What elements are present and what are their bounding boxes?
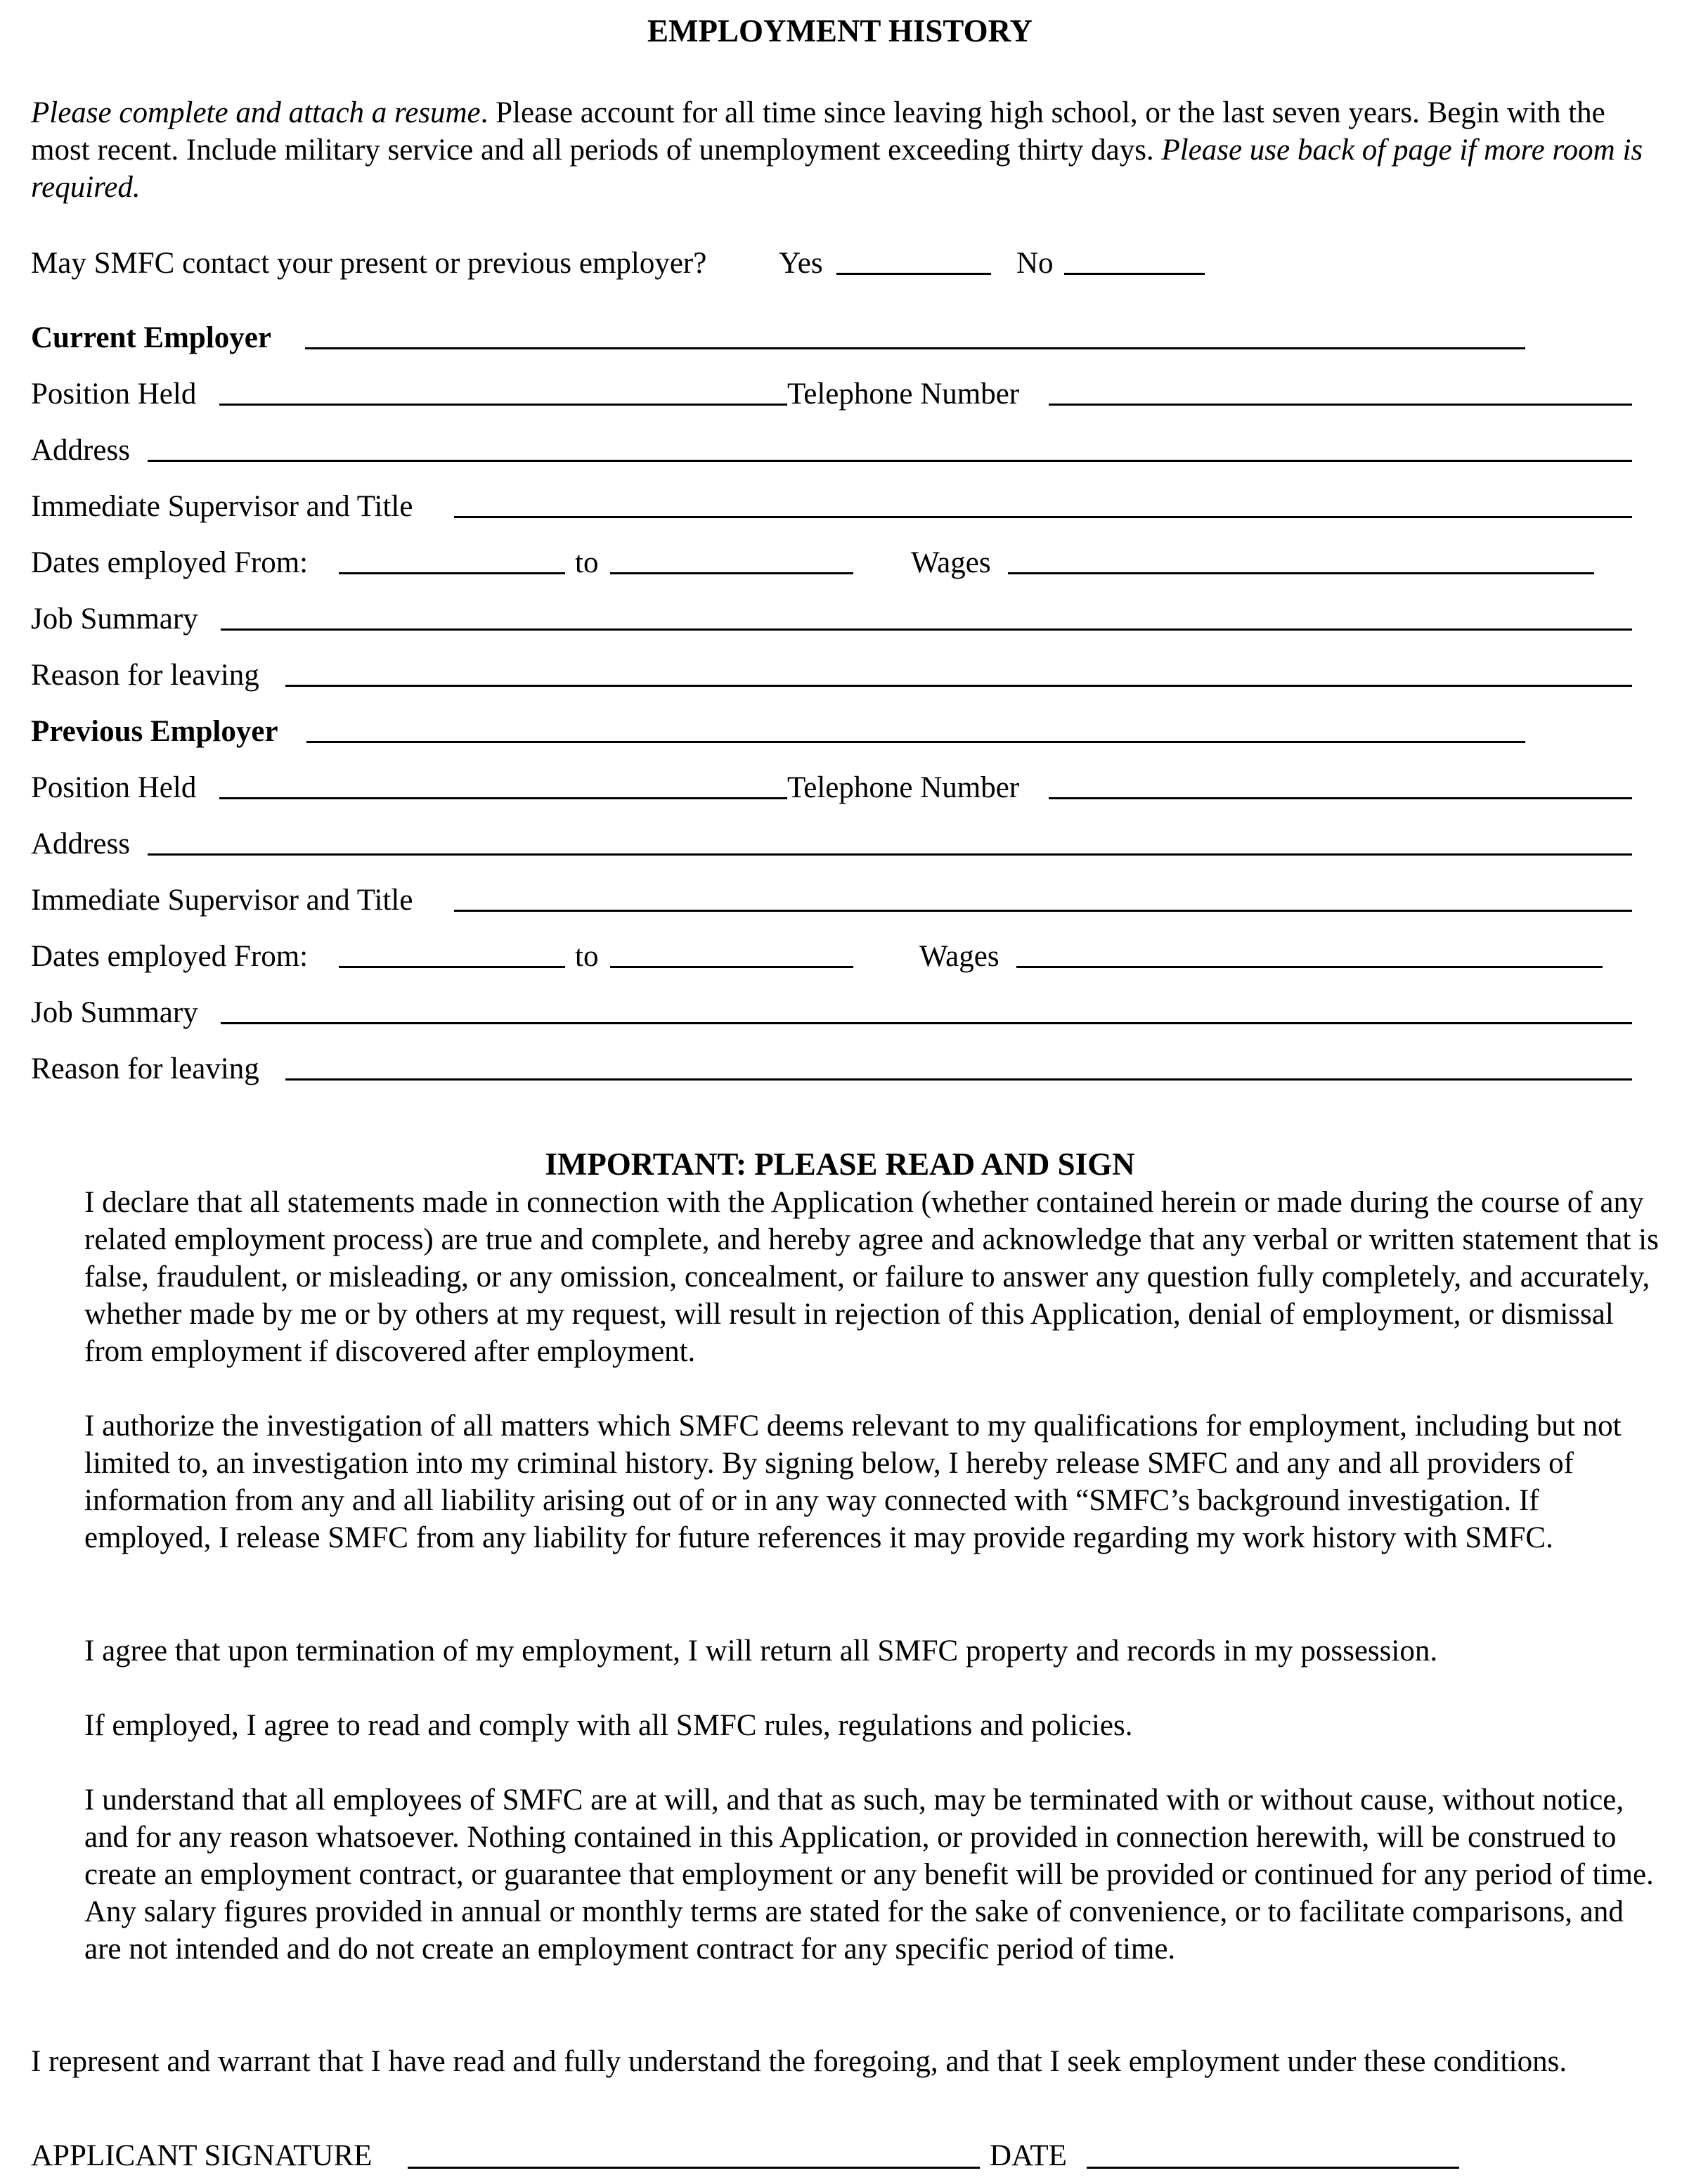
- previous-dates-to-field[interactable]: [610, 966, 853, 968]
- contact-no-label: No: [1016, 247, 1054, 280]
- current-telephone-label: Telephone Number: [787, 378, 1020, 411]
- intro-italic-1: Please complete and attach a resume: [31, 96, 481, 129]
- current-summary-label: Job Summary: [31, 602, 198, 636]
- contact-yes-field[interactable]: [836, 273, 991, 275]
- current-reason-field[interactable]: [285, 685, 1632, 687]
- current-summary-field[interactable]: [221, 628, 1632, 631]
- declaration-paragraph: I declare that all statements made in connection with the Application (whether contained herein or made during the course of any related employment process) are true and complete, and hereby agree and acknowledge that any verbal or written statement that is false, fraudulent, or misleading, or any omission, concealment, or failure to answer any question fully completely, and accurately, whether made by me or by others at my request, will result in rejection of this Application, denial of employment, or dismissal from employment if discovered after employment.: [84, 1186, 1659, 1368]
- intro-italic-2: Please use back of page if more room is required.: [31, 134, 1643, 204]
- previous-employer-label: Previous Employer: [31, 715, 278, 748]
- applicant-signature-field[interactable]: [408, 2167, 980, 2169]
- current-address-field[interactable]: [148, 460, 1632, 462]
- date-field[interactable]: [1087, 2167, 1459, 2169]
- contact-no-field[interactable]: [1064, 273, 1205, 275]
- current-address-label: Address: [31, 434, 130, 467]
- return-property-paragraph: I agree that upon termination of my employment, I will return all SMFC property and records in my possession.: [84, 1634, 1438, 1668]
- current-dates-from-field[interactable]: [339, 572, 565, 574]
- current-position-label: Position Held: [31, 378, 197, 411]
- previous-supervisor-field[interactable]: [454, 910, 1632, 912]
- previous-dates-from-field[interactable]: [339, 966, 565, 968]
- important-heading: IMPORTANT: PLEASE READ AND SIGN: [545, 1147, 1135, 1182]
- at-will-paragraph: I understand that all employees of SMFC are at will, and that as such, may be terminated with or without cause, without notice, and for any reason whatsoever. Nothing contained in this Application, or provided in connection herewith, will be construed to create an employment contract, or guarantee that employment or any benefit will be provided or continued for any period of time. Any salary figures provided in annual or monthly terms are stated for the sake of convenience, or to facilitate comparisons, and are not intended and do not create an employment contract for any specific period of time.: [84, 1784, 1654, 1966]
- intro-normal: . Please account for all time since leaving high school, or the last seven years. Begin with the most recent. Include military service and all periods of unemployment exceeding thirty days.: [31, 96, 1605, 167]
- current-dates-from-label: Dates employed From:: [31, 546, 309, 579]
- current-dates-to-label: to: [575, 546, 599, 579]
- current-employer-label: Current Employer: [31, 321, 271, 354]
- previous-position-field[interactable]: [219, 797, 787, 799]
- comply-rules-paragraph: If employed, I agree to read and comply with all SMFC rules, regulations and policies.: [84, 1709, 1133, 1742]
- current-wages-label: Wages: [911, 546, 991, 579]
- previous-supervisor-label: Immediate Supervisor and Title: [31, 884, 413, 917]
- intro-text: [31, 94, 1648, 206]
- previous-reason-label: Reason for leaving: [31, 1052, 259, 1085]
- current-supervisor-field[interactable]: [454, 516, 1632, 518]
- previous-address-field[interactable]: [148, 853, 1632, 856]
- current-wages-field[interactable]: [1008, 572, 1594, 574]
- current-position-field[interactable]: [219, 404, 787, 406]
- current-telephone-field[interactable]: [1049, 404, 1632, 406]
- date-label: DATE: [990, 2139, 1067, 2172]
- previous-wages-label: Wages: [919, 940, 999, 973]
- previous-employer-field[interactable]: [306, 741, 1525, 743]
- previous-reason-field[interactable]: [285, 1078, 1632, 1081]
- contact-yes-label: Yes: [779, 247, 823, 280]
- current-employer-field[interactable]: [305, 347, 1525, 349]
- current-dates-to-field[interactable]: [610, 572, 853, 574]
- previous-summary-label: Job Summary: [31, 996, 198, 1029]
- previous-telephone-field[interactable]: [1049, 797, 1632, 799]
- page-title: EMPLOYMENT HISTORY: [647, 13, 1033, 49]
- previous-dates-to-label: to: [575, 940, 599, 973]
- previous-dates-from-label: Dates employed From:: [31, 940, 309, 973]
- previous-telephone-label: Telephone Number: [787, 771, 1020, 804]
- current-supervisor-label: Immediate Supervisor and Title: [31, 490, 413, 523]
- previous-summary-field[interactable]: [221, 1022, 1632, 1024]
- contact-question: May SMFC contact your present or previous employer?: [31, 247, 707, 280]
- previous-wages-field[interactable]: [1016, 966, 1603, 968]
- represent-paragraph: I represent and warrant that I have read and fully understand the foregoing, and that I seek employment under these conditions.: [31, 2045, 1567, 2078]
- authorization-paragraph: I authorize the investigation of all matters which SMFC deems relevant to my qualifications for employment, including but not limited to, an investigation into my criminal history. By signing below, I hereby release SMFC and any and all providers of information from any and all liability arising out of or in any way connected with “SMFC’s background investigation. If employed, I release SMFC from any liability for future references it may provide regarding my work history with SMFC.: [84, 1410, 1622, 1554]
- applicant-signature-label: APPLICANT SIGNATURE: [31, 2139, 373, 2172]
- current-reason-label: Reason for leaving: [31, 659, 259, 692]
- previous-position-label: Position Held: [31, 771, 197, 804]
- previous-address-label: Address: [31, 827, 130, 860]
